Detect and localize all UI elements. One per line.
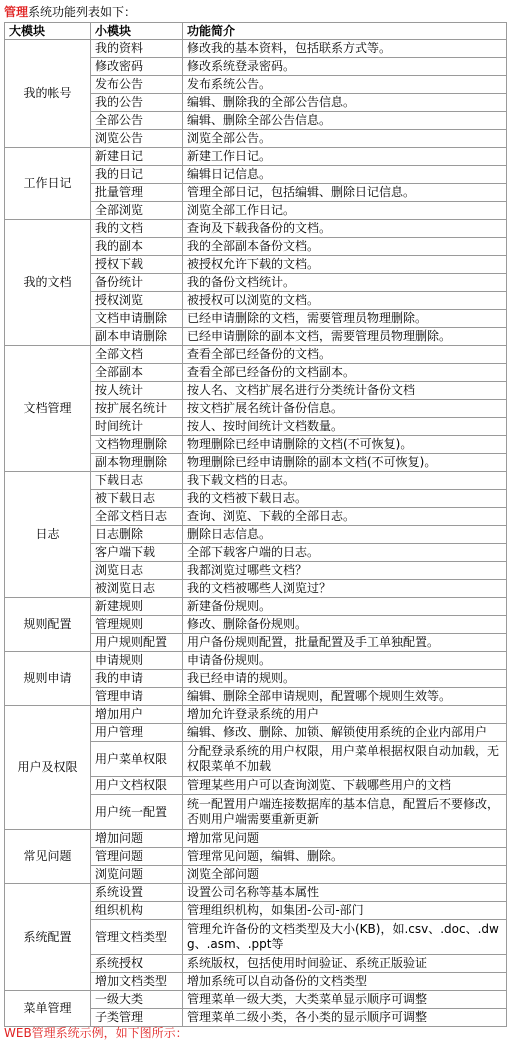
function-description: 查看全部已经备份的文档副本。	[183, 364, 507, 382]
function-description: 新建工作日记。	[183, 148, 507, 166]
function-description: 物理删除已经申请删除的文档(不可恢复)。	[183, 436, 507, 454]
function-description: 我的文档被哪些人浏览过？	[183, 580, 507, 598]
function-description: 编辑、删除全部申请规则，配置哪个规则生效等。	[183, 688, 507, 706]
table-row	[5, 706, 507, 724]
submodule-name: 全部浏览	[91, 202, 183, 220]
submodule-name: 文档物理删除	[91, 436, 183, 454]
submodule-name: 增加文档类型	[91, 973, 183, 991]
function-description: 编辑、删除我的全部公告信息。	[183, 94, 507, 112]
table-row	[5, 652, 507, 670]
function-description: 我的文档被下载日志。	[183, 490, 507, 508]
submodule-name: 管理问题	[91, 848, 183, 866]
function-description: 系统版权，包括使用时间验证、系统正版验证	[183, 955, 507, 973]
function-description: 物理删除已经申请删除的副本文档(不可恢复)。	[183, 454, 507, 472]
table-body	[5, 40, 507, 1027]
function-description: 统一配置用户端连接数据库的基本信息，配置后不要修改，否则用户端需要重新更新	[183, 795, 507, 830]
submodule-name: 全部副本	[91, 364, 183, 382]
function-description: 编辑、修改、删除、加锁、解锁使用系统的企业内部用户	[183, 724, 507, 742]
module-name: 用户及权限	[5, 706, 91, 830]
submodule-name: 客户端下载	[91, 544, 183, 562]
submodule-name: 我的日记	[91, 166, 183, 184]
function-description: 管理菜单二级小类，各小类的显示顺序可调整	[183, 1009, 507, 1027]
module-name: 我的帐号	[5, 40, 91, 148]
module-name: 规则配置	[5, 598, 91, 652]
intro-text: 系统功能列表如下：	[28, 5, 137, 19]
function-description: 增加常见问题	[183, 830, 507, 848]
submodule-name: 被浏览日志	[91, 580, 183, 598]
module-name: 我的文档	[5, 220, 91, 346]
function-description: 按人名、文档扩展名进行分类统计备份文档	[183, 382, 507, 400]
footer-note: WEB管理系统示例，如下图所示：	[4, 1026, 188, 1040]
function-description: 我的全部副本备份文档。	[183, 238, 507, 256]
submodule-name: 授权下载	[91, 256, 183, 274]
function-description: 浏览全部公告。	[183, 130, 507, 148]
function-description: 管理组织机构，如集团-公司-部门	[183, 902, 507, 920]
submodule-name: 管理申请	[91, 688, 183, 706]
submodule-name: 按人统计	[91, 382, 183, 400]
submodule-name: 子类管理	[91, 1009, 183, 1027]
submodule-name: 全部文档	[91, 346, 183, 364]
function-description: 被授权可以浏览的文档。	[183, 292, 507, 310]
submodule-name: 被下载日志	[91, 490, 183, 508]
table-row	[5, 884, 507, 902]
table-row	[5, 991, 507, 1009]
function-description: 被授权允许下载的文档。	[183, 256, 507, 274]
submodule-name: 日志删除	[91, 526, 183, 544]
function-description: 管理某些用户可以查询浏览、下载哪些用户的文档	[183, 777, 507, 795]
submodule-name: 管理规则	[91, 616, 183, 634]
function-description: 我都浏览过哪些文档？	[183, 562, 507, 580]
function-description: 按人、按时间统计文档数量。	[183, 418, 507, 436]
submodule-name: 浏览日志	[91, 562, 183, 580]
function-description: 我下载文档的日志。	[183, 472, 507, 490]
submodule-name: 新建规则	[91, 598, 183, 616]
module-name: 规则申请	[5, 652, 91, 706]
function-description: 我的备份文档统计。	[183, 274, 507, 292]
submodule-name: 浏览公告	[91, 130, 183, 148]
table-header-row	[5, 23, 507, 40]
table-row	[5, 346, 507, 364]
header-description: 功能简介	[183, 23, 507, 40]
intro-highlight: 管理	[4, 5, 29, 19]
submodule-name: 按扩展名统计	[91, 400, 183, 418]
function-description: 增加系统可以自动备份的文档类型	[183, 973, 507, 991]
submodule-name: 修改密码	[91, 58, 183, 76]
module-name: 菜单管理	[5, 991, 91, 1027]
function-description: 已经申请删除的副本文档，需要管理员物理删除。	[183, 328, 507, 346]
function-description: 我已经申请的规则。	[183, 670, 507, 688]
submodule-name: 副本申请删除	[91, 328, 183, 346]
header-submodule: 小模块	[91, 23, 183, 40]
submodule-name: 增加问题	[91, 830, 183, 848]
submodule-name: 用户文档权限	[91, 777, 183, 795]
module-name: 文档管理	[5, 346, 91, 472]
function-description: 删除日志信息。	[183, 526, 507, 544]
submodule-name: 授权浏览	[91, 292, 183, 310]
function-table	[4, 22, 507, 1027]
table-row	[5, 830, 507, 848]
submodule-name: 浏览问题	[91, 866, 183, 884]
function-description: 已经申请删除的文档，需要管理员物理删除。	[183, 310, 507, 328]
function-description: 修改系统登录密码。	[183, 58, 507, 76]
function-description: 修改、删除备份规则。	[183, 616, 507, 634]
function-description: 管理全部日记，包括编辑、删除日记信息。	[183, 184, 507, 202]
function-description: 新建备份规则。	[183, 598, 507, 616]
submodule-name: 全部文档日志	[91, 508, 183, 526]
submodule-name: 组织机构	[91, 902, 183, 920]
function-description: 用户备份规则配置，批量配置及手工单独配置。	[183, 634, 507, 652]
function-description: 管理菜单一级大类，大类菜单显示顺序可调整	[183, 991, 507, 1009]
submodule-name: 申请规则	[91, 652, 183, 670]
function-description: 查询及下载我备份的文档。	[183, 220, 507, 238]
function-description: 分配登录系统的用户权限，用户菜单根据权限自动加载，无权限菜单不加载	[183, 742, 507, 777]
table-row	[5, 40, 507, 58]
table-row	[5, 220, 507, 238]
function-description: 申请备份规则。	[183, 652, 507, 670]
submodule-name: 时间统计	[91, 418, 183, 436]
submodule-name: 我的申请	[91, 670, 183, 688]
submodule-name: 系统授权	[91, 955, 183, 973]
submodule-name: 文档申请删除	[91, 310, 183, 328]
function-description: 浏览全部工作日记。	[183, 202, 507, 220]
submodule-name: 全部公告	[91, 112, 183, 130]
submodule-name: 用户统一配置	[91, 795, 183, 830]
submodule-name: 我的文档	[91, 220, 183, 238]
function-description: 编辑日记信息。	[183, 166, 507, 184]
module-name: 工作日记	[5, 148, 91, 220]
submodule-name: 用户管理	[91, 724, 183, 742]
function-description: 编辑、删除全部公告信息。	[183, 112, 507, 130]
function-description: 设置公司名称等基本属性	[183, 884, 507, 902]
submodule-name: 一级大类	[91, 991, 183, 1009]
function-description: 全部下载客户端的日志。	[183, 544, 507, 562]
submodule-name: 用户菜单权限	[91, 742, 183, 777]
table-row	[5, 598, 507, 616]
table-row	[5, 472, 507, 490]
submodule-name: 增加用户	[91, 706, 183, 724]
module-name: 系统配置	[5, 884, 91, 991]
module-name: 常见问题	[5, 830, 91, 884]
function-description: 查询、浏览、下载的全部日志。	[183, 508, 507, 526]
function-description: 修改我的基本资料，包括联系方式等。	[183, 40, 507, 58]
function-description: 管理常见问题，编辑、删除。	[183, 848, 507, 866]
submodule-name: 用户规则配置	[91, 634, 183, 652]
submodule-name: 新建日记	[91, 148, 183, 166]
submodule-name: 备份统计	[91, 274, 183, 292]
submodule-name: 我的公告	[91, 94, 183, 112]
submodule-name: 我的资料	[91, 40, 183, 58]
intro-line	[4, 4, 136, 20]
table-row	[5, 148, 507, 166]
submodule-name: 下载日志	[91, 472, 183, 490]
function-description: 增加允许登录系统的用户	[183, 706, 507, 724]
submodule-name: 管理文档类型	[91, 920, 183, 955]
submodule-name: 发布公告	[91, 76, 183, 94]
module-name: 日志	[5, 472, 91, 598]
function-description: 管理允许备份的文档类型及大小(KB)，如.csv、.doc、.dwg、.asm、.ppt等	[183, 920, 507, 955]
function-description: 发布系统公告。	[183, 76, 507, 94]
submodule-name: 批量管理	[91, 184, 183, 202]
function-description: 按文档扩展名统计备份信息。	[183, 400, 507, 418]
function-description: 查看全部已经备份的文档。	[183, 346, 507, 364]
submodule-name: 副本物理删除	[91, 454, 183, 472]
submodule-name: 我的副本	[91, 238, 183, 256]
function-description: 浏览全部问题	[183, 866, 507, 884]
submodule-name: 系统设置	[91, 884, 183, 902]
header-module: 大模块	[5, 23, 91, 40]
